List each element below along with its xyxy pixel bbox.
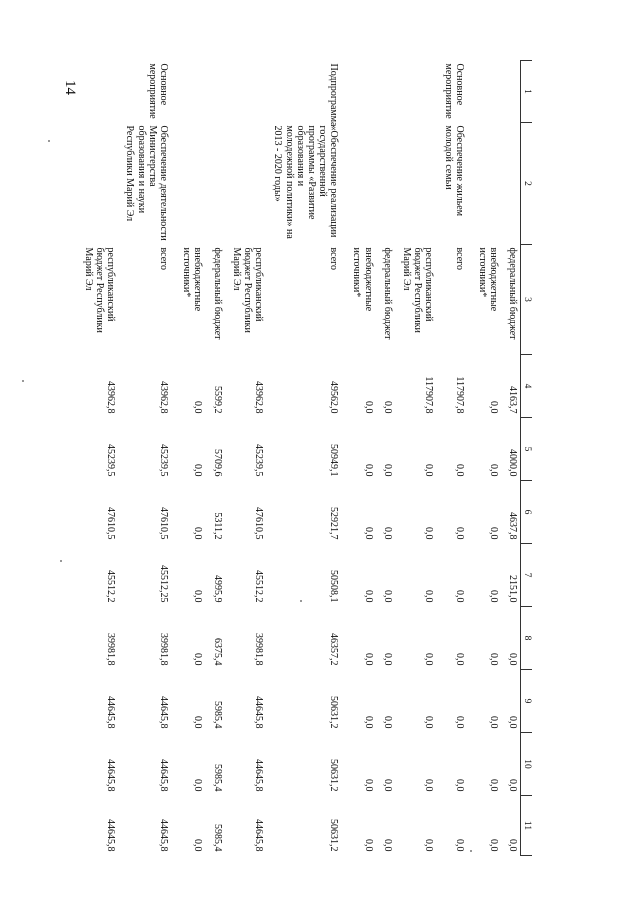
budget-table [77,60,532,856]
col-header: 4 [521,355,532,418]
row-name-cell [175,123,205,245]
value-cell: 0,0 [507,839,519,852]
scan-speck [470,850,472,852]
row-name-cell [345,123,375,245]
value-cell: 0,0 [423,839,435,852]
value-cell: 0,0 [488,401,500,414]
row-name-cell [225,123,267,245]
value-cell: 0,0 [488,779,500,792]
value-cell: 50631,2 [328,759,340,792]
value-cell: 43962,8 [105,381,117,414]
value-cell: 45512,2 [105,570,117,603]
row-type-cell: Основное мероприятие [146,63,170,119]
value-cell: 44645,8 [158,819,170,852]
row-name-cell [376,123,395,245]
value-cell: 6375,4 [211,638,223,666]
value-cell: 43962,8 [253,381,265,414]
col-header: 10 [521,733,532,796]
value-cell: 44645,8 [158,696,170,729]
value-cell: 4000,0 [507,449,519,477]
funding-source-cell: республиканский бюджет Республики Марий Эл [401,247,435,333]
value-cell: 5709,6 [211,449,223,477]
header-row [521,61,532,856]
value-cell: 43962,8 [158,381,170,414]
value-cell: 0,0 [192,653,204,666]
row-type-cell [77,61,119,123]
col-header: 5 [521,418,532,481]
value-cell: 0,0 [453,464,465,477]
value-cell: 47610,5 [105,507,117,540]
value-cell: 0,0 [488,716,500,729]
funding-source-cell: федеральный бюджет [211,247,223,340]
scan-speck [300,600,302,602]
table-row [266,61,345,856]
funding-source-cell: федеральный бюджет [381,247,393,340]
value-cell: 0,0 [423,464,435,477]
value-cell: 0,0 [362,839,374,852]
table-row [345,61,375,856]
scan-speck [60,560,62,562]
funding-source-cell: всего [328,247,340,271]
value-cell: 46357,2 [328,633,340,666]
table-row [376,61,395,856]
value-cell: 39981,8 [105,633,117,666]
value-cell: 44645,8 [253,696,265,729]
value-cell: 0,0 [488,527,500,540]
value-cell: 0,0 [453,590,465,603]
value-cell: 5985,4 [211,701,223,729]
value-cell: 117907,8 [423,376,435,414]
value-cell: 0,0 [381,590,393,603]
row-type-cell [471,61,501,123]
value-cell: 0,0 [507,653,519,666]
value-cell: 45239,5 [158,444,170,477]
value-cell: 45239,5 [105,444,117,477]
funding-source-cell: внебюджетные источники* [181,247,204,312]
value-cell: 0,0 [362,464,374,477]
value-cell: 0,0 [507,716,519,729]
value-cell: 5311,2 [211,512,223,540]
row-type-cell: Подпрограмма [328,63,340,127]
col-header: 2 [521,123,532,245]
row-type-cell [395,61,437,123]
value-cell: 47610,5 [158,507,170,540]
funding-source-cell: республиканский бюджет Республики Марий Эл [82,247,117,333]
table-row [77,61,119,856]
row-name-cell: Обеспечение жильем молодой семьи [442,125,465,217]
funding-source-cell: всего [453,247,465,271]
value-cell: 0,0 [381,464,393,477]
value-cell: 0,0 [362,401,374,414]
value-cell: 0,0 [453,716,465,729]
table-row [436,61,470,856]
value-cell: 39981,8 [253,633,265,666]
value-cell: 0,0 [488,464,500,477]
col-header: 9 [521,670,532,733]
row-name-cell: Обеспечение деятельности Министерства образования и науки Республики Марий Эл [124,125,170,241]
value-cell: 0,0 [381,653,393,666]
value-cell: 117907,8 [453,376,465,414]
value-cell: 0,0 [362,779,374,792]
row-name-cell [501,123,521,245]
table-row [118,61,175,856]
value-cell: 44645,8 [105,819,117,852]
table-row [471,61,501,856]
page-number: 14 [62,80,78,95]
row-type-cell: Основное мероприятие [442,63,465,119]
col-header: 8 [521,607,532,670]
row-type-cell [345,61,375,123]
value-cell: 0,0 [488,590,500,603]
value-cell: 45512,2 [253,570,265,603]
funding-source-cell: республиканский бюджет Республики Марий Эл [230,247,265,333]
value-cell: 50631,2 [328,819,340,852]
table-row [501,61,521,856]
value-cell: 39981,8 [158,633,170,666]
table-row [205,61,224,856]
table-row [395,61,437,856]
value-cell: 0,0 [381,716,393,729]
value-cell: 44645,8 [253,759,265,792]
value-cell: 0,0 [362,716,374,729]
row-name-cell [205,123,224,245]
value-cell: 0,0 [381,527,393,540]
value-cell: 50508,1 [328,570,340,603]
budget-table-rotated [82,60,532,855]
funding-source-cell: внебюджетные источники* [351,247,374,312]
value-cell: 0,0 [488,839,500,852]
value-cell: 5985,4 [211,764,223,792]
value-cell: 44645,8 [105,759,117,792]
value-cell: 50631,2 [328,696,340,729]
col-header: 7 [521,544,532,607]
value-cell: 0,0 [192,779,204,792]
value-cell: 0,0 [453,653,465,666]
value-cell: 0,0 [192,716,204,729]
row-type-cell [205,61,224,123]
table-row [175,61,205,856]
funding-source-cell: всего [158,247,170,271]
value-cell: 44645,8 [105,696,117,729]
value-cell: 0,0 [362,527,374,540]
value-cell: 50949,1 [328,444,340,477]
value-cell: 0,0 [362,653,374,666]
value-cell: 0,0 [192,464,204,477]
value-cell: 0,0 [507,779,519,792]
value-cell: 4637,8 [507,512,519,540]
value-cell: 0,0 [362,590,374,603]
funding-source-cell: федеральный бюджет [507,247,519,340]
value-cell: 45239,5 [253,444,265,477]
value-cell: 0,0 [192,839,204,852]
value-cell: 0,0 [381,779,393,792]
value-cell: 5599,2 [211,386,223,414]
value-cell: 0,0 [192,401,204,414]
col-header: 3 [521,245,532,355]
value-cell: 49562,0 [328,381,340,414]
row-type-cell [501,61,521,123]
value-cell: 0,0 [453,527,465,540]
col-header: 6 [521,481,532,544]
scan-speck [48,140,50,142]
value-cell: 0,0 [381,401,393,414]
value-cell: 45512,25 [158,565,170,603]
row-name-cell [471,123,501,245]
value-cell: 0,0 [423,779,435,792]
col-header: 11 [521,796,532,856]
col-header: 1 [521,61,532,123]
value-cell: 0,0 [192,527,204,540]
value-cell: 44645,8 [253,819,265,852]
row-name-cell [77,123,119,245]
value-cell: 0,0 [423,716,435,729]
value-cell: 0,0 [453,839,465,852]
funding-source-cell: внебюджетные источники* [477,247,500,312]
value-cell: 0,0 [423,527,435,540]
value-cell: 4995,9 [211,575,223,603]
row-type-cell [376,61,395,123]
value-cell: 0,0 [423,653,435,666]
value-cell: 0,0 [488,653,500,666]
scan-speck [22,380,24,382]
value-cell: 5985,4 [211,824,223,852]
value-cell: 0,0 [192,590,204,603]
value-cell: 44645,8 [158,759,170,792]
value-cell: 4163,7 [507,386,519,414]
table-row [225,61,267,856]
row-name-cell: «Обеспечение реализации государственной программы «Развитие образования и молодежной политики» на 2013 - 2020 годы» [272,125,340,239]
row-name-cell [395,123,437,245]
value-cell: 0,0 [423,590,435,603]
value-cell: 2151,0 [507,575,519,603]
value-cell: 0,0 [381,839,393,852]
value-cell: 0,0 [453,779,465,792]
row-type-cell [175,61,205,123]
row-type-cell [225,61,267,123]
value-cell: 52921,7 [328,507,340,540]
value-cell: 47610,5 [253,507,265,540]
